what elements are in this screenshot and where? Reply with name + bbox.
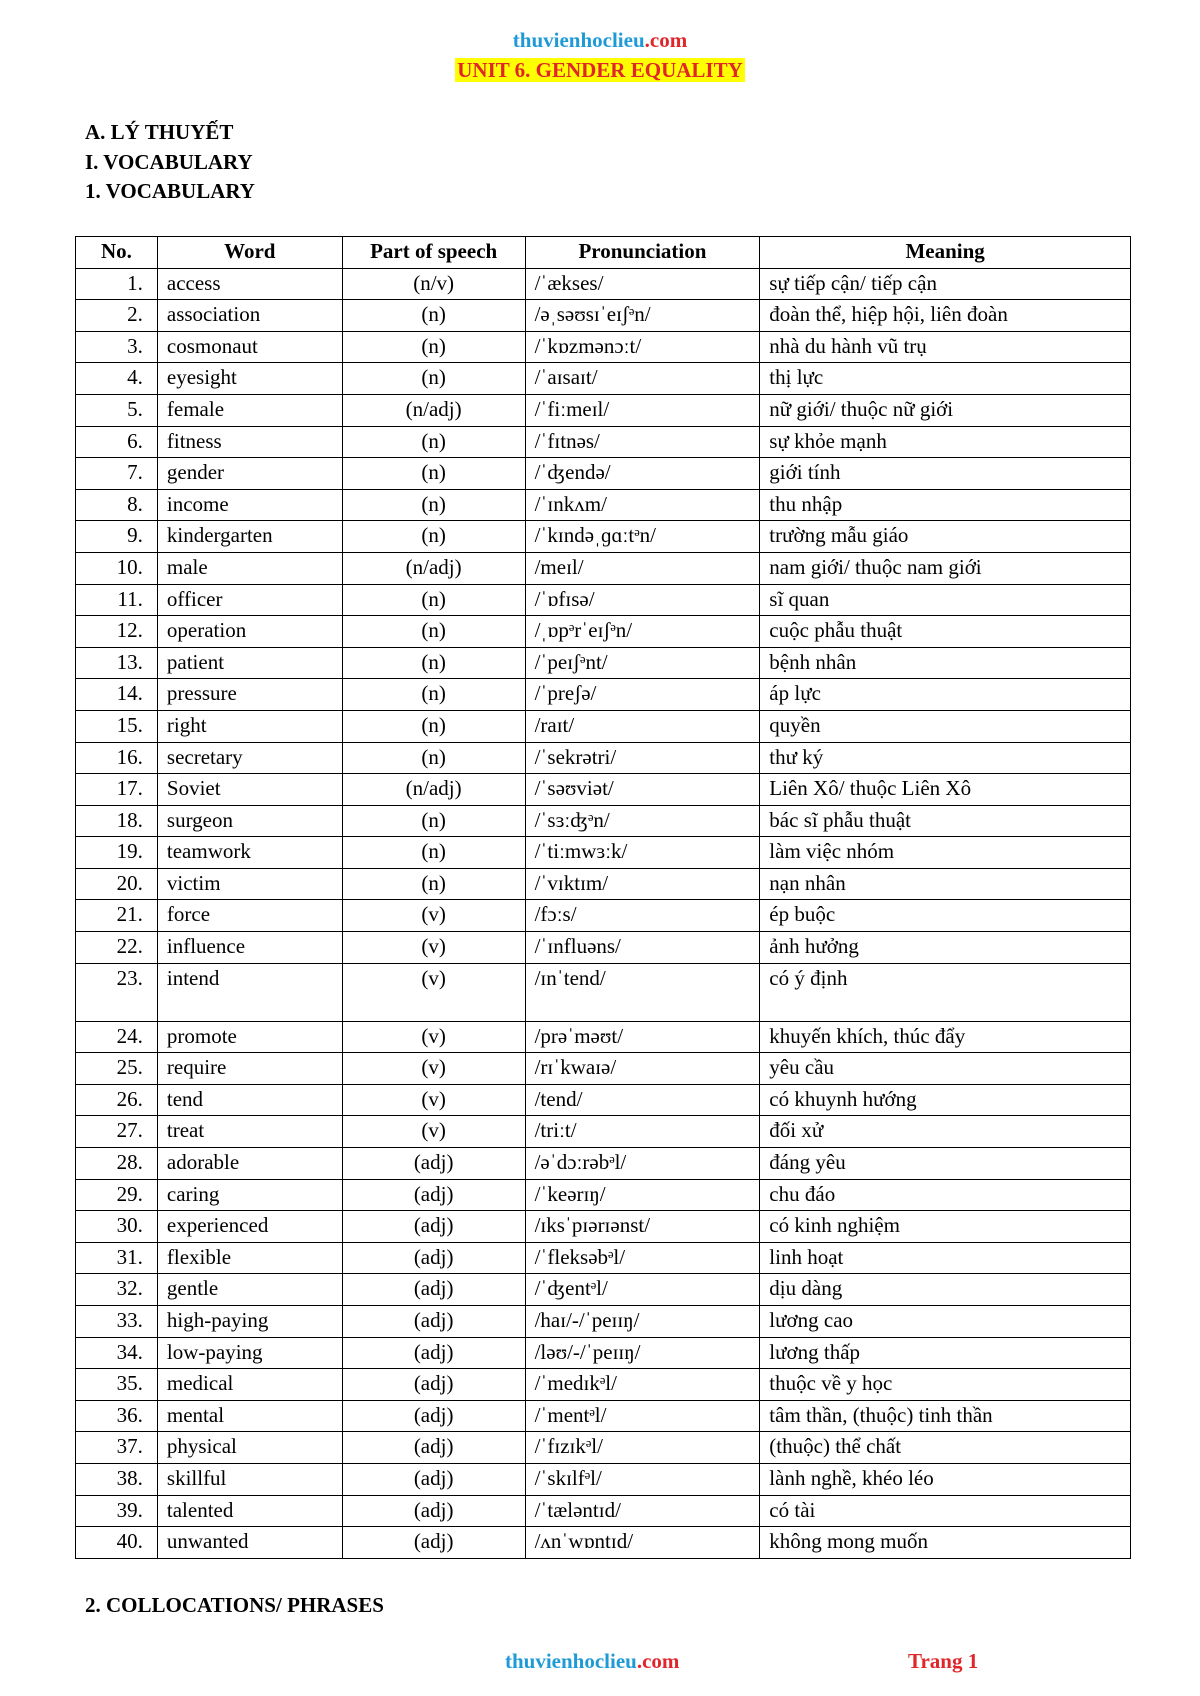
cell-pronunciation: /ˈkɒzmənɔːt/ <box>525 331 760 363</box>
cell-part-of-speech: (v) <box>342 1053 525 1085</box>
table-row <box>76 900 1131 932</box>
table-row <box>76 1463 1131 1495</box>
cell-part-of-speech: (adj) <box>342 1495 525 1527</box>
cell-part-of-speech: (adj) <box>342 1179 525 1211</box>
cell-part-of-speech: (adj) <box>342 1432 525 1464</box>
unit-title-text: UNIT 6. GENDER EQUALITY <box>457 58 743 82</box>
cell-part-of-speech: (v) <box>342 1116 525 1148</box>
cell-pronunciation: /ˈsəʊviət/ <box>525 774 760 806</box>
cell-meaning: thu nhập <box>760 489 1131 521</box>
table-row <box>76 868 1131 900</box>
table-body <box>76 268 1131 1558</box>
cell-meaning: tâm thần, (thuộc) tinh thần <box>760 1400 1131 1432</box>
cell-part-of-speech: (n) <box>342 742 525 774</box>
cell-part-of-speech: (n) <box>342 647 525 679</box>
cell-word: access <box>157 268 342 300</box>
cell-word: association <box>157 300 342 332</box>
cell-pronunciation: /ˈtæləntɪd/ <box>525 1495 760 1527</box>
cell-pronunciation: /ˈkeərɪŋ/ <box>525 1179 760 1211</box>
cell-meaning: thuộc về y học <box>760 1369 1131 1401</box>
footer-site <box>505 1649 679 1674</box>
cell-meaning: sĩ quan <box>760 584 1131 616</box>
cell-word: skillful <box>157 1463 342 1495</box>
cell-word: operation <box>157 616 342 648</box>
cell-no: 25. <box>76 1053 158 1085</box>
cell-meaning: nữ giới/ thuộc nữ giới <box>760 394 1131 426</box>
cell-pronunciation: /ˈfiːmeɪl/ <box>525 394 760 426</box>
cell-part-of-speech: (adj) <box>342 1274 525 1306</box>
cell-pronunciation: /fɔːs/ <box>525 900 760 932</box>
table-row <box>76 458 1131 490</box>
cell-pronunciation: /triːt/ <box>525 1116 760 1148</box>
cell-no: 27. <box>76 1116 158 1148</box>
cell-meaning: sự tiếp cận/ tiếp cận <box>760 268 1131 300</box>
cell-part-of-speech: (adj) <box>342 1369 525 1401</box>
cell-no: 12. <box>76 616 158 648</box>
cell-pronunciation: /ɪnˈtend/ <box>525 963 760 1021</box>
cell-word: mental <box>157 1400 342 1432</box>
table-row <box>76 963 1131 1021</box>
cell-pronunciation: /əˌsəʊsɪˈeɪʃᵊn/ <box>525 300 760 332</box>
footer-site-name: thuvienhoclieu <box>505 1649 637 1673</box>
cell-meaning: lương thấp <box>760 1337 1131 1369</box>
cell-meaning: nam giới/ thuộc nam giới <box>760 552 1131 584</box>
cell-part-of-speech: (n) <box>342 805 525 837</box>
cell-meaning: áp lực <box>760 679 1131 711</box>
table-row <box>76 1274 1131 1306</box>
cell-no: 8. <box>76 489 158 521</box>
cell-pronunciation: /ˈpeɪʃᵊnt/ <box>525 647 760 679</box>
cell-meaning: (thuộc) thể chất <box>760 1432 1131 1464</box>
cell-meaning: bác sĩ phẫu thuật <box>760 805 1131 837</box>
cell-no: 17. <box>76 774 158 806</box>
cell-no: 2. <box>76 300 158 332</box>
cell-meaning: đáng yêu <box>760 1148 1131 1180</box>
table-row <box>76 1053 1131 1085</box>
col-header-part-of-speech: Part of speech <box>342 237 525 269</box>
heading-theory: A. LÝ THUYẾT <box>85 120 234 144</box>
cell-word: Soviet <box>157 774 342 806</box>
cell-word: patient <box>157 647 342 679</box>
cell-pronunciation: /ˈskɪlfᵊl/ <box>525 1463 760 1495</box>
cell-no: 11. <box>76 584 158 616</box>
cell-pronunciation: /ˈɒfɪsə/ <box>525 584 760 616</box>
cell-pronunciation: /ˌɒpᵊrˈeɪʃᵊn/ <box>525 616 760 648</box>
cell-word: force <box>157 900 342 932</box>
cell-pronunciation: /əˈdɔːrəbᵊl/ <box>525 1148 760 1180</box>
cell-part-of-speech: (v) <box>342 900 525 932</box>
table-row <box>76 1432 1131 1464</box>
cell-meaning: dịu dàng <box>760 1274 1131 1306</box>
cell-meaning: bệnh nhân <box>760 647 1131 679</box>
cell-part-of-speech: (n/adj) <box>342 774 525 806</box>
table-row <box>76 394 1131 426</box>
cell-part-of-speech: (adj) <box>342 1242 525 1274</box>
cell-word: male <box>157 552 342 584</box>
cell-part-of-speech: (n/adj) <box>342 394 525 426</box>
table-row <box>76 1495 1131 1527</box>
cell-word: medical <box>157 1369 342 1401</box>
cell-pronunciation: /ʌnˈwɒntɪd/ <box>525 1527 760 1559</box>
cell-no: 20. <box>76 868 158 900</box>
cell-pronunciation: /ˈʤentᵊl/ <box>525 1274 760 1306</box>
cell-no: 19. <box>76 837 158 869</box>
cell-meaning: yêu cầu <box>760 1053 1131 1085</box>
cell-word: kindergarten <box>157 521 342 553</box>
cell-meaning: trường mẫu giáo <box>760 521 1131 553</box>
heading-vocabulary-list: 1. VOCABULARY <box>85 179 255 203</box>
cell-part-of-speech: (n) <box>342 458 525 490</box>
cell-meaning: đối xử <box>760 1116 1131 1148</box>
table-row <box>76 1527 1131 1559</box>
table-row <box>76 426 1131 458</box>
cell-no: 18. <box>76 805 158 837</box>
cell-pronunciation: /prəˈməʊt/ <box>525 1021 760 1053</box>
cell-no: 36. <box>76 1400 158 1432</box>
table-row <box>76 932 1131 964</box>
cell-part-of-speech: (n/adj) <box>342 552 525 584</box>
table-row <box>76 1179 1131 1211</box>
cell-pronunciation: /ˈfɪtnəs/ <box>525 426 760 458</box>
cell-meaning: không mong muốn <box>760 1527 1131 1559</box>
cell-part-of-speech: (adj) <box>342 1527 525 1559</box>
cell-meaning: Liên Xô/ thuộc Liên Xô <box>760 774 1131 806</box>
cell-part-of-speech: (v) <box>342 1084 525 1116</box>
cell-word: flexible <box>157 1242 342 1274</box>
cell-word: low-paying <box>157 1337 342 1369</box>
cell-no: 14. <box>76 679 158 711</box>
table-row <box>76 489 1131 521</box>
cell-pronunciation: /ˈækses/ <box>525 268 760 300</box>
cell-part-of-speech: (adj) <box>342 1148 525 1180</box>
table-row <box>76 774 1131 806</box>
table-row <box>76 805 1131 837</box>
cell-no: 26. <box>76 1084 158 1116</box>
cell-meaning: khuyến khích, thúc đẩy <box>760 1021 1131 1053</box>
cell-word: gender <box>157 458 342 490</box>
cell-pronunciation: /ˈɪnkʌm/ <box>525 489 760 521</box>
table-row <box>76 647 1131 679</box>
footer-site-domain: .com <box>636 1649 680 1673</box>
cell-no: 30. <box>76 1211 158 1243</box>
cell-no: 3. <box>76 331 158 363</box>
table-row <box>76 1084 1131 1116</box>
cell-part-of-speech: (v) <box>342 932 525 964</box>
table-row <box>76 1242 1131 1274</box>
table-row <box>76 837 1131 869</box>
table-row <box>76 268 1131 300</box>
cell-word: treat <box>157 1116 342 1148</box>
cell-no: 21. <box>76 900 158 932</box>
table-row <box>76 1400 1131 1432</box>
table-row <box>76 1021 1131 1053</box>
cell-pronunciation: /ˈɪnfluəns/ <box>525 932 760 964</box>
table-row <box>76 1116 1131 1148</box>
site-domain: .com <box>644 28 688 52</box>
cell-part-of-speech: (n) <box>342 710 525 742</box>
cell-word: cosmonaut <box>157 331 342 363</box>
cell-meaning: sự khỏe mạnh <box>760 426 1131 458</box>
cell-pronunciation: /ˈmedɪkᵊl/ <box>525 1369 760 1401</box>
cell-part-of-speech: (v) <box>342 1021 525 1053</box>
cell-word: income <box>157 489 342 521</box>
site-header <box>0 28 1200 53</box>
cell-no: 7. <box>76 458 158 490</box>
cell-word: fitness <box>157 426 342 458</box>
cell-meaning: quyền <box>760 710 1131 742</box>
cell-meaning: có tài <box>760 1495 1131 1527</box>
cell-word: eyesight <box>157 363 342 395</box>
cell-part-of-speech: (n) <box>342 868 525 900</box>
cell-pronunciation: /ˈtiːmwɜːk/ <box>525 837 760 869</box>
cell-word: caring <box>157 1179 342 1211</box>
table-row <box>76 300 1131 332</box>
cell-pronunciation: /ˈaɪsaɪt/ <box>525 363 760 395</box>
cell-pronunciation: /tend/ <box>525 1084 760 1116</box>
cell-no: 39. <box>76 1495 158 1527</box>
site-name: thuvienhoclieu <box>512 28 645 52</box>
cell-word: influence <box>157 932 342 964</box>
cell-word: victim <box>157 868 342 900</box>
cell-pronunciation: /ˈsɜːʤᵊn/ <box>525 805 760 837</box>
cell-pronunciation: /rɪˈkwaɪə/ <box>525 1053 760 1085</box>
cell-part-of-speech: (n) <box>342 363 525 395</box>
table-row <box>76 331 1131 363</box>
cell-meaning: lành nghề, khéo léo <box>760 1463 1131 1495</box>
cell-part-of-speech: (adj) <box>342 1400 525 1432</box>
cell-meaning: linh hoạt <box>760 1242 1131 1274</box>
table-row <box>76 1211 1131 1243</box>
cell-word: secretary <box>157 742 342 774</box>
vocabulary-table <box>75 236 1131 1559</box>
cell-word: surgeon <box>157 805 342 837</box>
cell-part-of-speech: (n) <box>342 489 525 521</box>
cell-meaning: thị lực <box>760 363 1131 395</box>
page-number: Trang 1 <box>908 1649 979 1673</box>
cell-word: right <box>157 710 342 742</box>
cell-meaning: có ý định <box>760 963 1131 1021</box>
cell-word: pressure <box>157 679 342 711</box>
cell-meaning: nhà du hành vũ trụ <box>760 331 1131 363</box>
table-row <box>76 710 1131 742</box>
cell-part-of-speech: (n) <box>342 300 525 332</box>
cell-meaning: ép buộc <box>760 900 1131 932</box>
col-header-pronunciation: Pronunciation <box>525 237 760 269</box>
cell-no: 40. <box>76 1527 158 1559</box>
cell-word: adorable <box>157 1148 342 1180</box>
cell-word: gentle <box>157 1274 342 1306</box>
cell-pronunciation: /ˈmentᵊl/ <box>525 1400 760 1432</box>
cell-pronunciation: /ˈfɪzɪkᵊl/ <box>525 1432 760 1464</box>
cell-meaning: lương cao <box>760 1306 1131 1338</box>
cell-part-of-speech: (adj) <box>342 1306 525 1338</box>
cell-pronunciation: /ˈsekrətri/ <box>525 742 760 774</box>
cell-meaning: có khuynh hướng <box>760 1084 1131 1116</box>
cell-word: female <box>157 394 342 426</box>
cell-no: 28. <box>76 1148 158 1180</box>
cell-no: 23. <box>76 963 158 1021</box>
cell-word: tend <box>157 1084 342 1116</box>
cell-part-of-speech: (adj) <box>342 1211 525 1243</box>
table-row <box>76 363 1131 395</box>
heading-vocabulary: I. VOCABULARY <box>85 150 253 174</box>
table-row <box>76 742 1131 774</box>
col-header-meaning: Meaning <box>760 237 1131 269</box>
cell-pronunciation: /ləʊ/-/ˈpeɪɪŋ/ <box>525 1337 760 1369</box>
cell-word: physical <box>157 1432 342 1464</box>
cell-meaning: nạn nhân <box>760 868 1131 900</box>
col-header-no: No. <box>76 237 158 269</box>
cell-part-of-speech: (n) <box>342 521 525 553</box>
cell-meaning: có kinh nghiệm <box>760 1211 1131 1243</box>
cell-no: 34. <box>76 1337 158 1369</box>
cell-word: require <box>157 1053 342 1085</box>
table-row <box>76 616 1131 648</box>
cell-word: unwanted <box>157 1527 342 1559</box>
cell-no: 22. <box>76 932 158 964</box>
cell-no: 31. <box>76 1242 158 1274</box>
cell-pronunciation: /ˈfleksəbᵊl/ <box>525 1242 760 1274</box>
cell-part-of-speech: (n) <box>342 331 525 363</box>
table-row <box>76 1369 1131 1401</box>
page-title <box>0 58 1200 83</box>
cell-word: talented <box>157 1495 342 1527</box>
cell-no: 37. <box>76 1432 158 1464</box>
cell-no: 5. <box>76 394 158 426</box>
cell-meaning: thư ký <box>760 742 1131 774</box>
cell-part-of-speech: (adj) <box>342 1337 525 1369</box>
cell-no: 35. <box>76 1369 158 1401</box>
cell-meaning: ảnh hưởng <box>760 932 1131 964</box>
cell-word: intend <box>157 963 342 1021</box>
cell-part-of-speech: (n) <box>342 616 525 648</box>
cell-meaning: làm việc nhóm <box>760 837 1131 869</box>
table-header-row <box>76 237 1131 269</box>
table-row <box>76 584 1131 616</box>
cell-no: 33. <box>76 1306 158 1338</box>
table-row <box>76 1337 1131 1369</box>
cell-part-of-speech: (adj) <box>342 1463 525 1495</box>
cell-no: 15. <box>76 710 158 742</box>
cell-part-of-speech: (n) <box>342 837 525 869</box>
cell-meaning: chu đáo <box>760 1179 1131 1211</box>
cell-pronunciation: /raɪt/ <box>525 710 760 742</box>
heading-collocations: 2. COLLOCATIONS/ PHRASES <box>85 1593 384 1617</box>
cell-word: teamwork <box>157 837 342 869</box>
cell-pronunciation: /haɪ/-/ˈpeɪɪŋ/ <box>525 1306 760 1338</box>
cell-word: high-paying <box>157 1306 342 1338</box>
cell-pronunciation: /ˈvɪktɪm/ <box>525 868 760 900</box>
cell-pronunciation: /ɪksˈpɪərɪənst/ <box>525 1211 760 1243</box>
cell-no: 24. <box>76 1021 158 1053</box>
table-row <box>76 1148 1131 1180</box>
cell-no: 1. <box>76 268 158 300</box>
cell-no: 4. <box>76 363 158 395</box>
table-row <box>76 521 1131 553</box>
col-header-word: Word <box>157 237 342 269</box>
cell-no: 29. <box>76 1179 158 1211</box>
cell-meaning: đoàn thể, hiệp hội, liên đoàn <box>760 300 1131 332</box>
table-row <box>76 1306 1131 1338</box>
cell-part-of-speech: (n) <box>342 679 525 711</box>
cell-no: 9. <box>76 521 158 553</box>
cell-part-of-speech: (v) <box>342 963 525 1021</box>
cell-pronunciation: /ˈʤendə/ <box>525 458 760 490</box>
table-row <box>76 552 1131 584</box>
cell-no: 32. <box>76 1274 158 1306</box>
cell-part-of-speech: (n/v) <box>342 268 525 300</box>
cell-part-of-speech: (n) <box>342 426 525 458</box>
cell-pronunciation: /ˈpreʃə/ <box>525 679 760 711</box>
cell-part-of-speech: (n) <box>342 584 525 616</box>
cell-no: 10. <box>76 552 158 584</box>
cell-no: 16. <box>76 742 158 774</box>
cell-no: 6. <box>76 426 158 458</box>
cell-pronunciation: /ˈkɪndəˌɡɑːtᵊn/ <box>525 521 760 553</box>
cell-pronunciation: /meɪl/ <box>525 552 760 584</box>
cell-word: experienced <box>157 1211 342 1243</box>
cell-word: promote <box>157 1021 342 1053</box>
cell-meaning: cuộc phẫu thuật <box>760 616 1131 648</box>
table-row <box>76 679 1131 711</box>
cell-meaning: giới tính <box>760 458 1131 490</box>
cell-word: officer <box>157 584 342 616</box>
cell-no: 38. <box>76 1463 158 1495</box>
cell-no: 13. <box>76 647 158 679</box>
